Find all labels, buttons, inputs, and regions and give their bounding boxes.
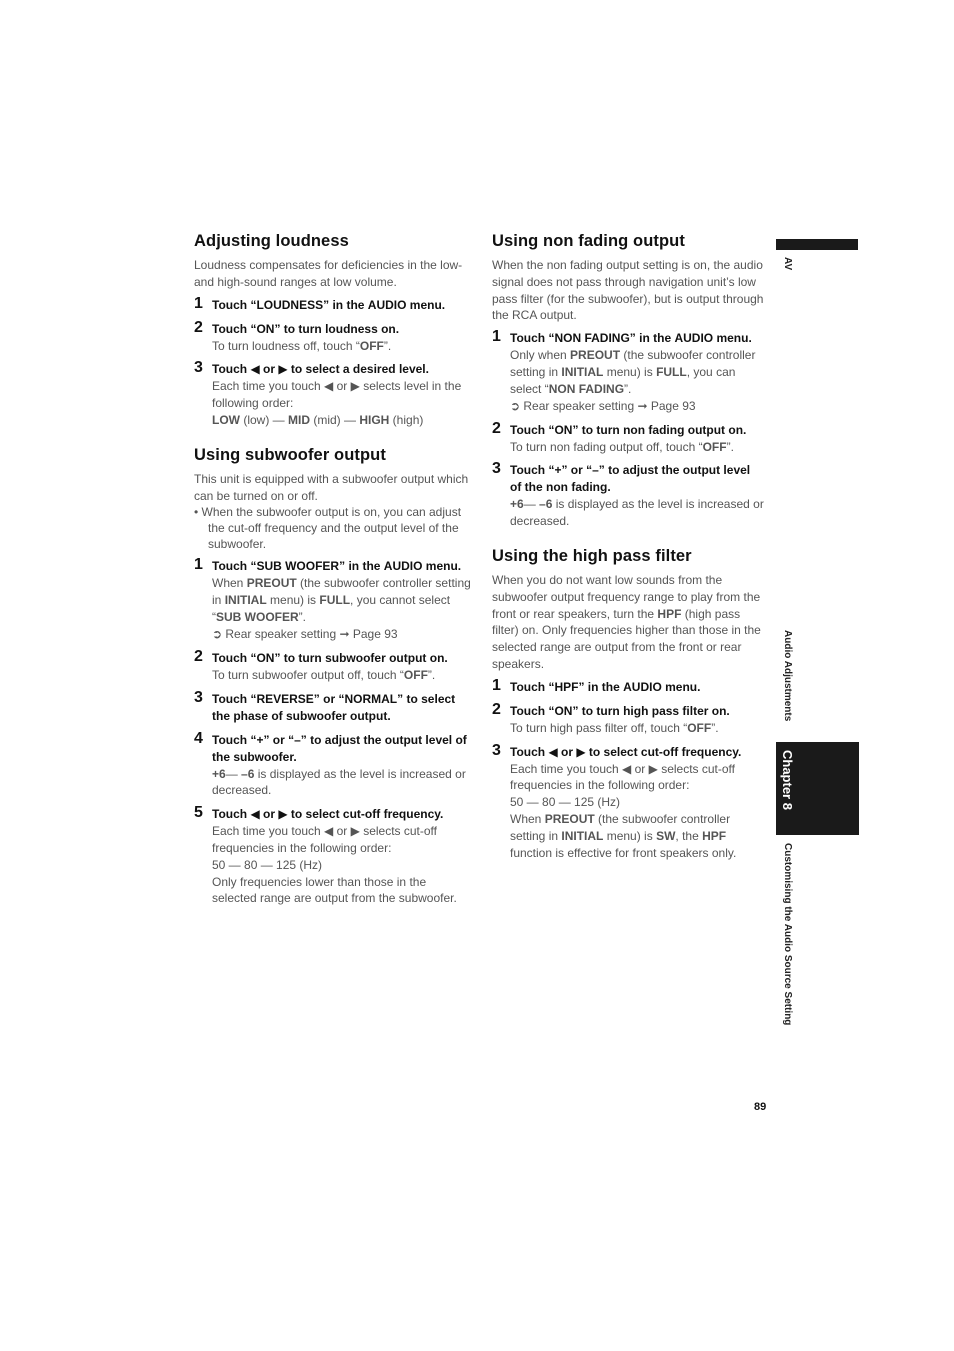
left-column — [194, 232, 472, 924]
step-item — [194, 361, 472, 428]
step-item — [492, 419, 764, 456]
step-number: 3 — [492, 460, 501, 478]
section-title: Using subwoofer output — [194, 445, 386, 464]
page-number: 89 — [754, 1101, 767, 1113]
step-number: 2 — [492, 419, 501, 437]
step-description: To turn high pass filter off, touch “OFF”. — [510, 720, 719, 735]
section-title: Using the high pass filter — [492, 546, 692, 565]
step-description: +6— –6 is displayed as the level is increased or decreased. — [212, 766, 466, 798]
step-number: 1 — [492, 676, 501, 694]
step-number: 2 — [194, 318, 203, 336]
step-title: Touch “ON” to turn subwoofer output on. — [212, 650, 448, 665]
step-description: To turn non fading output off, touch “OFF”. — [510, 439, 734, 454]
step-description: +6— –6 is displayed as the level is increased or decreased. — [510, 497, 764, 529]
step-number: 2 — [194, 647, 203, 665]
step-number: 1 — [194, 294, 203, 312]
step-description: When PREOUT (the subwoofer controller setting in INITIAL menu) is FULL, you cannot select “SUB WOOFER”. — [212, 576, 471, 624]
step-item — [194, 294, 472, 314]
step-number: 3 — [194, 359, 203, 377]
step-title: Touch “+” or “–” to adjust the output level of the non fading. — [510, 463, 751, 495]
step-number: 1 — [194, 556, 203, 574]
step-item — [194, 647, 472, 684]
step-description: Each time you touch ◀ or ▶ selects cut-off frequencies in the following order: 50 — 80 — 125 (Hz) When PREOUT (the subwoofer controller setting in INITIAL menu) is SW, the HPF function is effective for front speakers only. — [510, 761, 737, 860]
step-description: To turn subwoofer output off, touch “OFF”. — [212, 667, 436, 682]
step-title: Touch “NON FADING” in the AUDIO menu. — [510, 331, 752, 346]
step-title: Touch “REVERSE” or “NORMAL” to select the phase of subwoofer output. — [212, 691, 456, 723]
section-intro: When you do not want low sounds from the subwoofer output frequency range to play from the front or rear speakers, turn the HPF (high pass filter) on. Only frequencies higher than those in the selected range are output from the front or rear speakers. — [492, 572, 761, 671]
step-title: Touch “+” or “–” to adjust the output level of the subwoofer. — [212, 732, 467, 764]
step-item — [194, 318, 472, 355]
side-label-customising: Customising the Audio Source Setting — [782, 843, 793, 1026]
section-intro: Loudness compensates for deficiencies in the low- and high-sound ranges at low volume. — [194, 258, 463, 289]
step-title: Touch “ON” to turn loudness on. — [212, 321, 400, 336]
step-item — [492, 700, 764, 737]
section-title: Using non fading output — [492, 232, 685, 250]
step-title: Touch ◀ or ▶ to select cut-off frequency. — [510, 744, 742, 759]
step-item — [492, 462, 764, 530]
section-intro: This unit is equipped with a subwoofer output which can be turned on or off. — [194, 471, 469, 503]
section-title: Adjusting loudness — [194, 232, 349, 250]
bullet-note: • When the subwoofer output is on, you can adjust the cut-off frequency and the output level of the subwoofer. — [194, 505, 462, 552]
step-item — [492, 741, 764, 862]
step-number: 3 — [492, 741, 501, 759]
step-title: Touch ◀ or ▶ to select cut-off frequency. — [212, 807, 444, 822]
step-title: Touch “ON” to turn high pass filter on. — [510, 703, 730, 718]
page-reference: ➲ Rear speaker setting ➞ Page 93 — [510, 398, 696, 413]
step-item — [194, 688, 472, 725]
step-number: 4 — [194, 729, 203, 747]
step-title: Touch “LOUDNESS” in the AUDIO menu. — [212, 297, 446, 312]
step-item — [194, 729, 472, 800]
section-loudness — [194, 232, 472, 429]
step-list — [194, 558, 472, 907]
step-description: Each time you touch ◀ or ▶ selects level in the following order: LOW (low) — MID (mid) — HIGH (high) — [212, 379, 462, 427]
section-subwoofer — [194, 446, 472, 907]
step-description: To turn loudness off, touch “OFF”. — [212, 338, 392, 353]
step-description: Only when PREOUT (the subwoofer controller setting in INITIAL menu) is FULL, you can select “NON FADING”. — [510, 348, 756, 396]
step-number: 5 — [194, 804, 203, 822]
side-label-audio-adjustments: Audio Adjustments — [782, 630, 793, 722]
side-tab-bar — [776, 239, 858, 250]
page-reference: ➲ Rear speaker setting ➞ Page 93 — [212, 626, 398, 641]
step-title: Touch ◀ or ▶ to select a desired level. — [212, 362, 429, 377]
step-title: Touch “HPF” in the AUDIO menu. — [510, 679, 701, 694]
step-title: Touch “ON” to turn non fading output on. — [510, 422, 747, 437]
step-item — [194, 806, 472, 907]
step-list — [492, 676, 764, 862]
step-description: Each time you touch ◀ or ▶ selects cut-off frequencies in the following order: 50 — 80 — 125 (Hz) Only frequencies lower than those in the selected range are output from the subwoofer. — [212, 824, 457, 906]
right-column — [492, 232, 764, 878]
section-nonfading — [492, 232, 764, 530]
side-label-av: AV — [782, 257, 793, 271]
step-item — [194, 558, 472, 642]
step-list — [492, 330, 764, 530]
section-intro: When the non fading output setting is on, the audio signal does not pass through navigation unit’s low pass filter (for the subwoofer), but is output through the RCA output. — [492, 258, 764, 323]
step-title: Touch “SUB WOOFER” in the AUDIO menu. — [212, 559, 462, 574]
step-item — [492, 330, 764, 414]
step-number: 2 — [492, 700, 501, 718]
step-item — [492, 676, 764, 696]
step-number: 3 — [194, 688, 203, 706]
step-list — [194, 294, 472, 429]
section-hpf — [492, 547, 764, 861]
chapter-label: Chapter 8 — [780, 750, 795, 810]
step-number: 1 — [492, 328, 501, 346]
